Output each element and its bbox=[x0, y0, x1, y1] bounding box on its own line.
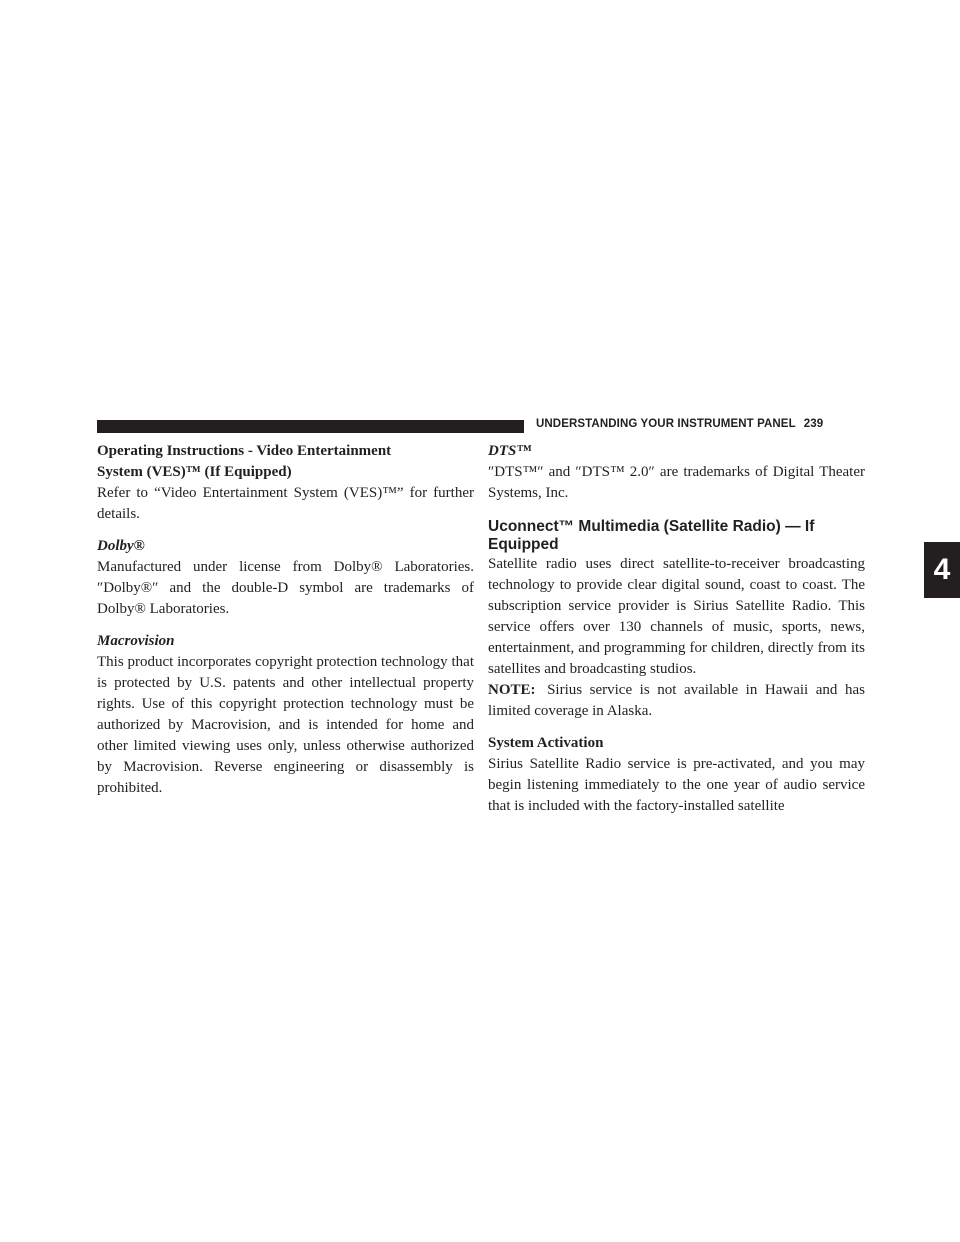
running-head bbox=[536, 418, 823, 430]
section-heading-ves bbox=[97, 441, 474, 483]
section-heading-macrovision: Macrovision bbox=[97, 633, 175, 649]
left-column bbox=[97, 441, 474, 799]
paragraph-activation: Sirius Satellite Radio service is pre-activated, and you may begin listening immediately to the one year of audio service that is included with the factory-installed satellite bbox=[488, 756, 865, 814]
heading-line: System (VES)™ (If Equipped) bbox=[97, 464, 292, 480]
paragraph-uconnect: Satellite radio uses direct satellite-to-receiver broadcasting technology to provide clear digital sound, coast to coast. The subscription service provider is Sirius Satellite Radio. This service offers over 130 channels of music, sports, news, entertainment, and programming for children, directly from its satellites and broadcasting studios. bbox=[488, 556, 865, 677]
section-heading-activation: System Activation bbox=[488, 735, 604, 751]
section-heading-dts: DTS™ bbox=[488, 443, 532, 459]
note-label: NOTE: bbox=[488, 682, 536, 698]
paragraph-ves: Refer to “Video Entertainment System (VES)™” for further details. bbox=[97, 485, 474, 522]
note-text: Sirius service is not available in Hawaii and has limited coverage in Alaska. bbox=[488, 682, 865, 719]
note-paragraph bbox=[488, 680, 865, 722]
section-heading-uconnect bbox=[488, 518, 865, 554]
page-number: 239 bbox=[803, 418, 824, 430]
heading-line: Uconnect™ Multimedia (Satellite Radio) — If bbox=[488, 518, 815, 535]
section-heading-dolby: Dolby® bbox=[97, 538, 145, 554]
paragraph-macrovision: This product incorporates copyright protection technology that is protected by U.S. patents and other intellectual property rights. Use of this copyright protection technology must be authorized by Macrovision, and is intended for home and other limited viewing uses only, unless otherwise authorized by Macrovision. Reverse engineering or disassembly is prohibited. bbox=[97, 654, 474, 796]
paragraph-dts: ″DTS™″ and ″DTS™ 2.0″ are trademarks of Digital Theater Systems, Inc. bbox=[488, 464, 865, 501]
right-column bbox=[488, 441, 865, 817]
chapter-tab: 4 bbox=[924, 542, 960, 598]
paragraph-dolby: Manufactured under license from Dolby® Laboratories. ″Dolby®″ and the double-D symbol are trademarks of Dolby® Laboratories. bbox=[97, 559, 474, 617]
heading-line: Operating Instructions - Video Entertainment bbox=[97, 443, 392, 459]
heading-line: Equipped bbox=[488, 536, 559, 553]
running-head-title: UNDERSTANDING YOUR INSTRUMENT PANEL bbox=[536, 418, 796, 430]
header-rule bbox=[97, 420, 524, 433]
